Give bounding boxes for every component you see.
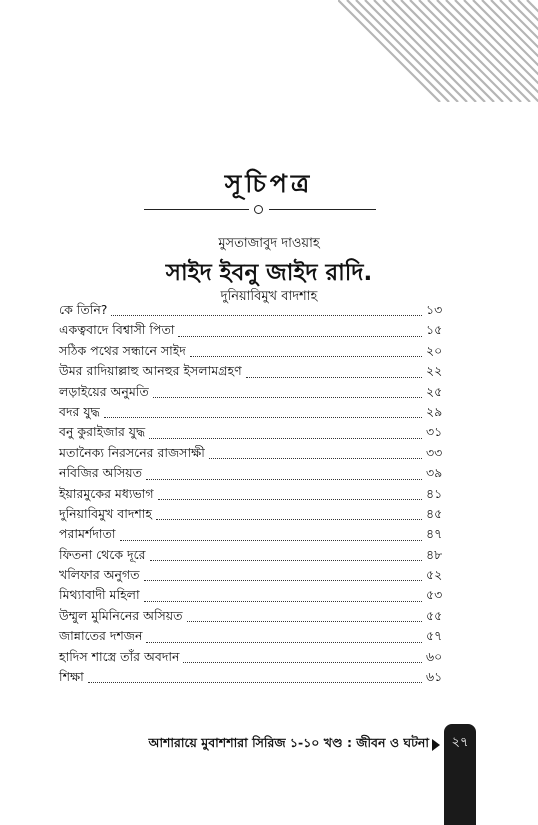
toc-entry[interactable] <box>59 384 462 404</box>
toc-entry-page: ২০ <box>426 342 443 358</box>
toc-leader-dots <box>149 434 422 439</box>
toc-entry-title: খলিফার অনুগত <box>59 567 140 583</box>
toc-leader-dots <box>187 617 422 622</box>
footer-series-text: আশারায়ে মুবাশশারা সিরিজ ১-১০ খণ্ড : জীবন ও ঘটনা <box>148 735 429 750</box>
toc-entry[interactable] <box>59 404 462 424</box>
toc-entry-page: ১৩ <box>426 302 443 317</box>
toc-entry-page: ৪৫ <box>426 505 443 521</box>
toc-leader-dots <box>158 495 422 500</box>
toc-entry-title: সঠিক পথের সন্ধানে সাইদ <box>59 342 186 358</box>
toc-entry-title: বদর যুদ্ধ <box>59 403 100 419</box>
toc-entry-title: বনু কুরাইজার যুদ্ধ <box>59 424 146 440</box>
toc-entry-page: ৬১ <box>426 669 443 685</box>
toc-entry[interactable] <box>59 445 462 465</box>
toc-entry[interactable] <box>59 547 462 567</box>
toc-leader-dots <box>246 373 422 378</box>
toc-entry-page: ৪১ <box>426 485 443 501</box>
toc-leader-dots <box>120 536 422 541</box>
toc-heading: সূচিপত্র <box>224 169 314 198</box>
chapter-sub-title: দুনিয়াবিমুখ বাদশাহ <box>220 289 318 304</box>
toc-entry[interactable] <box>59 486 462 506</box>
toc-entry[interactable] <box>59 506 462 526</box>
toc-entry[interactable] <box>59 669 462 689</box>
toc-entry-title: মিথ্যাবাদী মহিলা <box>59 587 140 603</box>
toc-entry[interactable] <box>59 628 462 648</box>
toc-leader-dots <box>183 658 422 663</box>
toc-leader-dots <box>146 638 422 643</box>
toc-entry-title: জান্নাতের দশজন <box>59 628 143 644</box>
toc-leader-dots <box>190 352 422 357</box>
toc-entry-page: ৪৭ <box>426 526 443 542</box>
toc-leader-dots <box>88 678 422 683</box>
toc-list <box>59 302 462 689</box>
toc-entry[interactable] <box>59 567 462 587</box>
toc-entry-title: একত্ববাদে বিশ্বাসী পিতা <box>59 322 175 338</box>
toc-leader-dots <box>178 332 422 337</box>
toc-entry-title: শিক্ষা <box>59 669 84 685</box>
toc-entry[interactable] <box>59 343 462 363</box>
toc-entry-page: ৩১ <box>426 424 443 440</box>
toc-entry[interactable] <box>59 608 462 628</box>
toc-entry-page: ৬০ <box>426 648 443 664</box>
toc-entry-page: ২২ <box>426 363 443 379</box>
toc-leader-dots <box>104 413 422 418</box>
toc-entry[interactable] <box>59 649 462 669</box>
toc-leader-dots <box>146 475 422 480</box>
toc-leader-dots <box>156 515 422 520</box>
toc-entry[interactable] <box>59 302 462 322</box>
toc-entry-title: উমর রাদিয়াল্লাহু আনহুর ইসলামগ্রহণ <box>59 363 242 379</box>
toc-entry-title: কে তিনি? <box>59 302 108 317</box>
toc-entry-title: লড়াইয়ের অনুমতি <box>59 383 149 399</box>
triangle-right-icon <box>432 739 440 751</box>
toc-leader-dots <box>144 576 422 581</box>
toc-leader-dots <box>111 311 422 316</box>
toc-entry-page: ৫৫ <box>426 607 443 623</box>
toc-entry-title: উম্মুল মুমিনিনের অসিয়ত <box>59 607 183 623</box>
toc-entry-page: ৩৯ <box>426 465 443 481</box>
toc-leader-dots <box>144 597 422 602</box>
toc-entry-title: হাদিস শাস্ত্রে তাঁর অবদান <box>59 648 180 664</box>
toc-entry[interactable] <box>59 587 462 607</box>
toc-entry[interactable] <box>59 424 462 444</box>
decorative-corner-stripes <box>338 0 538 102</box>
toc-leader-dots <box>150 556 422 561</box>
divider-line-left <box>144 209 249 210</box>
toc-leader-dots <box>153 393 422 398</box>
toc-entry-page: ২৯ <box>426 403 443 419</box>
toc-entry-title: পরামর্শদাতা <box>59 526 116 542</box>
page-number: ২৭ <box>451 735 469 750</box>
toc-entry-page: ৫৩ <box>426 587 443 603</box>
divider-circle-icon <box>254 205 263 214</box>
toc-entry-page: ৩৩ <box>426 444 443 460</box>
toc-entry[interactable] <box>59 363 462 383</box>
toc-entry-page: ২৫ <box>426 383 443 399</box>
divider-line-right <box>269 209 376 210</box>
toc-entry-title: ইয়ারমুকের মধ্যভাগ <box>59 485 154 501</box>
toc-entry-page: ৫৭ <box>426 628 443 644</box>
toc-entry-page: ৫২ <box>426 567 443 583</box>
toc-entry-page: ৪৮ <box>426 546 443 562</box>
toc-entry[interactable] <box>59 322 462 342</box>
title-divider-ornament <box>144 203 376 217</box>
toc-entry-title: দুনিয়াবিমুখ বাদশাহ <box>59 505 152 521</box>
toc-entry-title: নবিজির অসিয়ত <box>59 465 143 481</box>
chapter-main-title: সাইদ ইবনু জাইদ রাদি. <box>165 260 373 286</box>
chapter-pre-title: মুসতাজাবুদ দাওয়াহ <box>218 236 320 251</box>
toc-entry-page: ১৫ <box>426 322 443 338</box>
toc-entry-title: ফিতনা থেকে দূরে <box>59 546 146 562</box>
toc-leader-dots <box>209 454 422 459</box>
toc-entry[interactable] <box>59 465 462 485</box>
toc-entry-title: মতানৈক্য নিরসনের রাজসাক্ষী <box>59 444 205 460</box>
toc-entry[interactable] <box>59 526 462 546</box>
